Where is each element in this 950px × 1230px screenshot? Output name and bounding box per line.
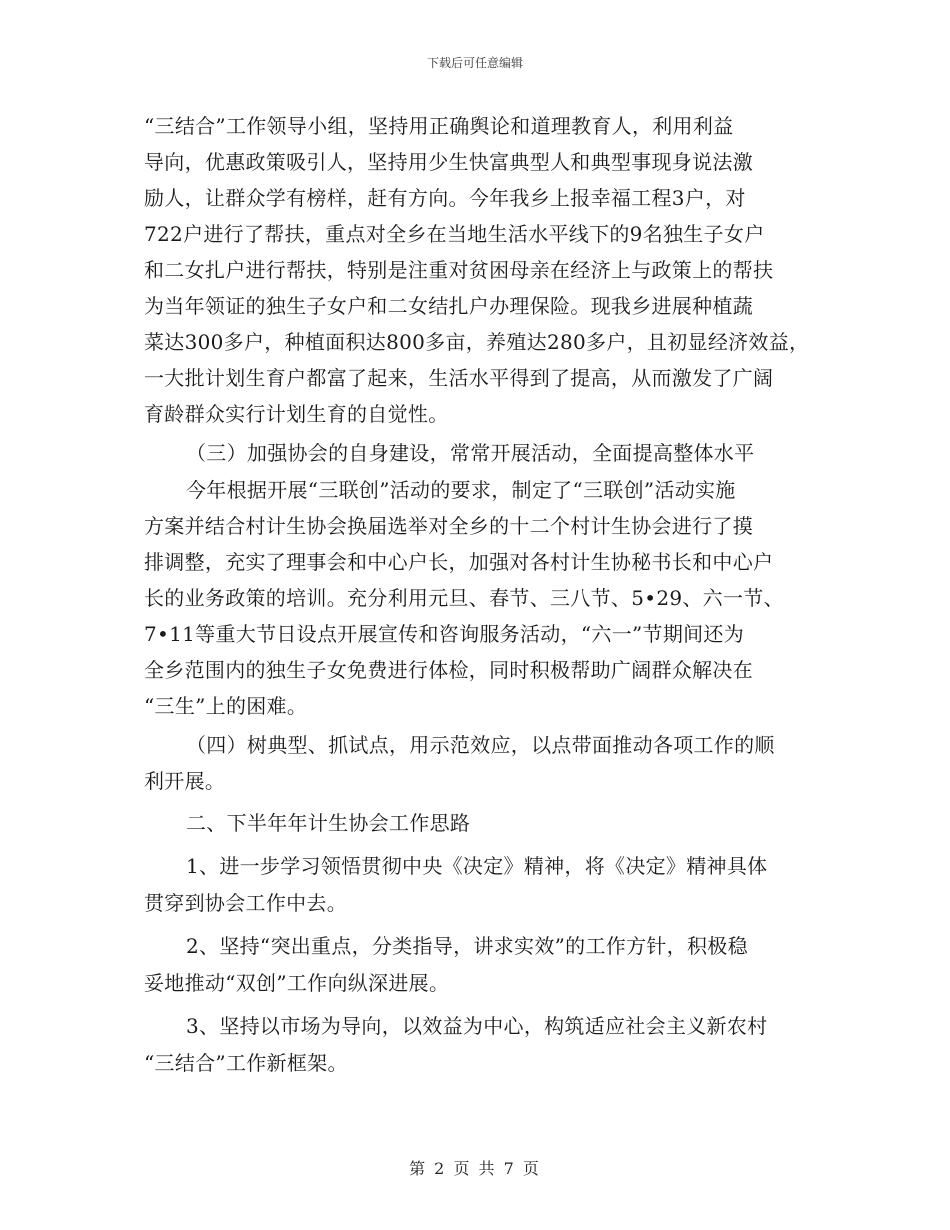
text-line: 和二女扎户进行帮扶，特别是注重对贫困母亲在经济上与政策上的帮扶 [144, 258, 774, 282]
text-line: 育龄群众实行计划生育的自觉性。 [144, 402, 449, 426]
text-line: 一大批计划生育户都富了起来，生活水平得到了提高，从而激发了广阔 [144, 366, 774, 390]
text-line: （四）树典型、抓试点，用示范效应，以点带面推动各项工作的顺 [186, 733, 775, 757]
text-line: 励人，让群众学有榜样，赶有方向。今年我乡上报幸福工程3户，对 [144, 186, 746, 210]
text-line: 722户进行了帮扶，重点对全乡在当地生活水平线下的9名独生子女户 [144, 222, 765, 246]
text-line: 为当年领证的独生子女户和二女结扎户办理保险。现我乡进展种植蔬 [144, 294, 753, 318]
text-line: 全乡范围内的独生子女免费进行体检，同时积极帮助广阔群众解决在 [144, 658, 753, 682]
text-line: 7•11等重大节日设点开展宣传和咨询服务活动，“六一”节期间还为 [144, 622, 745, 646]
text-line: “三生”上的困难。 [144, 694, 308, 718]
text-line: 妥地推动“双创”工作向纵深进展。 [144, 971, 450, 995]
text-line: 3、坚持以市场为导向，以效益为中心，构筑适应社会主义新农村 [186, 1014, 768, 1038]
text-line: 今年根据开展“三联创”活动的要求，制定了“三联创”活动实施 [186, 478, 736, 502]
text-line: （三）加强协会的自身建设，常常开展活动，全面提高整体水平 [186, 441, 755, 465]
text-line: 1、进一步学习领悟贯彻中央《决定》精神，将《决定》精神具体 [186, 854, 768, 878]
text-line: “三结合”工作新框架。 [144, 1051, 348, 1075]
text-line: 长的业务政策的培训。充分利用元旦、春节、三八节、5•29、六一节、 [144, 586, 784, 610]
text-line: “三结合”工作领导小组，坚持用正确舆论和道理教育人，利用利益 [144, 114, 734, 138]
text-line: 排调整，充实了理事会和中心户长，加强对各村计生协秘书长和中心户 [144, 550, 774, 574]
text-line: 二、下半年年计生协会工作思路 [186, 811, 471, 835]
text-line: 贯穿到协会工作中去。 [144, 891, 347, 915]
page-header-note: 下载后可任意编辑 [426, 56, 523, 70]
text-line: 菜达300多户，种植面积达800多亩，养殖达280多户，且初显经济效益， [144, 330, 810, 354]
text-line: 方案并结合村计生协会换届选举对全乡的十二个村计生协会进行了摸 [144, 514, 753, 538]
page-number: 第 2 页 共 7 页 [409, 1159, 541, 1178]
text-line: 利开展。 [144, 769, 226, 793]
text-line: 导向，优惠政策吸引人，坚持用少生快富典型人和典型事现身说法激 [144, 150, 753, 174]
text-line: 2、坚持“突出重点，分类指导，讲求实效”的工作方针，积极稳 [186, 934, 748, 958]
